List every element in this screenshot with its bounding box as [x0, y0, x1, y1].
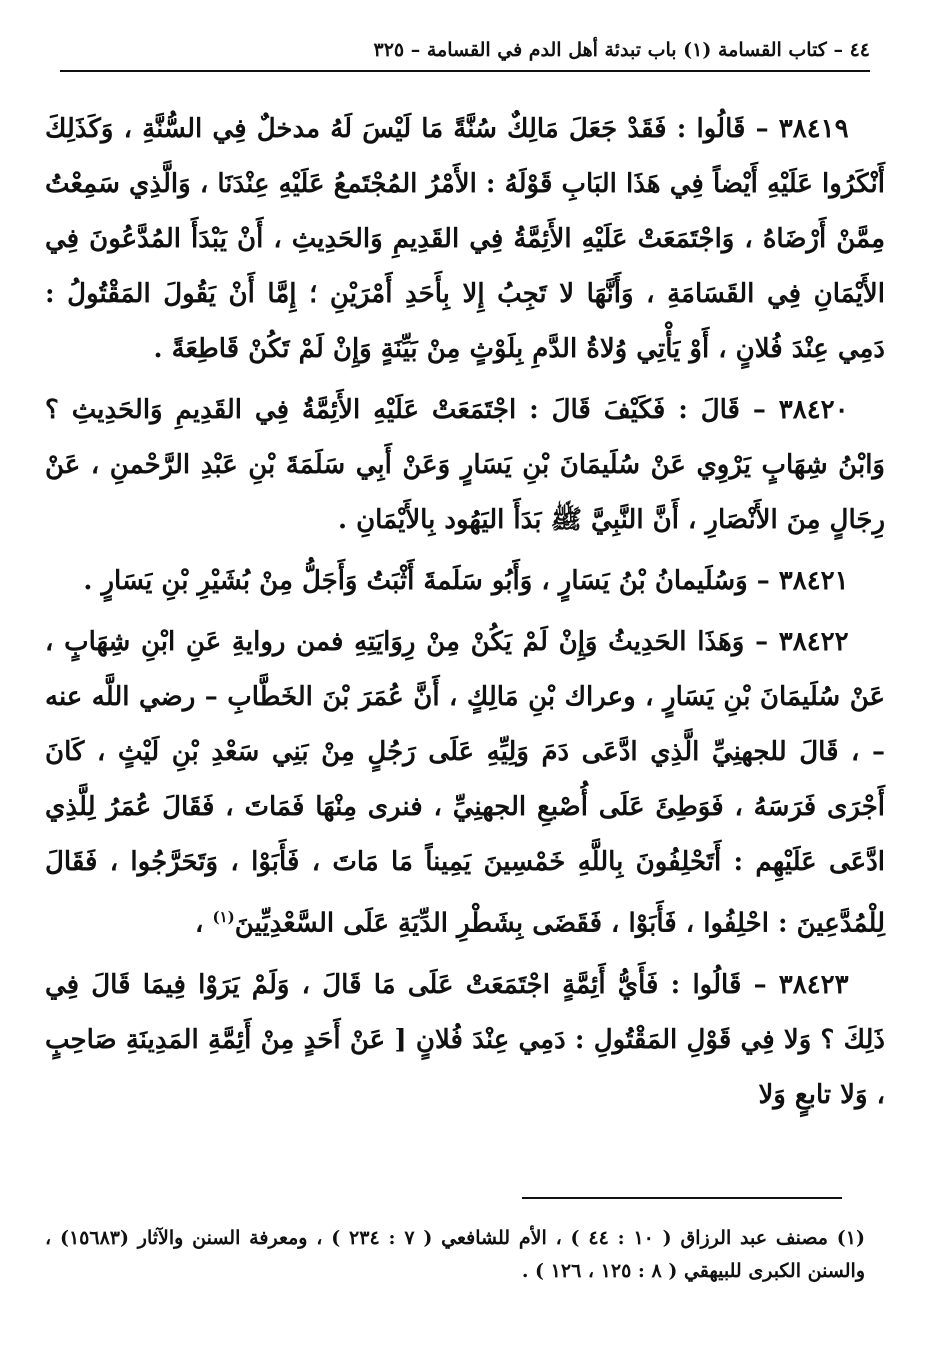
main-text: [45, 102, 885, 1129]
paragraph-number: ٣٨٤٢١: [778, 566, 849, 596]
paragraph-38419: [45, 102, 885, 377]
paragraph-number: ٣٨٤٢٠: [778, 395, 849, 425]
paragraph-text: – قَالُوا : فَقَدْ جَعَلَ مَالِكٌ سُنَّةً مَا لَيْسَ لَهُ مدخلٌ فِي السُّنَّةِ ، وَكَذَلِكَ أَنْكَرُوا عَلَيْهِ أَيْضاً فِي هَذَا البَابِ قَوْلَهُ : الأَمْرُ المُجْتَمعُ عَلَيْهِ عِنْدَنَا ، وَالَّذِي سَمِعْتُ مِمَّنْ أَرْضَاهُ ، وَاجْتَمَعَتْ عَلَيْهِ الأَئِمَّةُ فِي القَدِيمِ وَالحَدِيثِ ، أَنْ يَبْدَأَ المُدَّعُونَ فِي الأَيْمَانِ فِي القَسَامَةِ ، وَأَنَّهَا لا تَجِبُ إِلا بِأَحَدِ أَمْرَيْنِ ؛ إِمَّا أَنْ يَقُولَ المَقْتُولُ : دَمِي عِنْدَ فُلانٍ ، أَوْ يَأْتِي وُلاةُ الدَّمِ بِلَوْثٍ مِنْ بَيِّنَةٍ وَإِنْ لَمْ تَكُنْ قَاطِعَةً .: [45, 114, 885, 364]
paragraph-text: – قَالَ : فَكَيْفَ قَالَ : اجْتَمَعَتْ عَلَيْهِ الأَئِمَّةُ فِي القَدِيمِ وَالحَدِيثِ ؟ وَابْنُ شِهَابٍ يَرْوِي عَنْ سُلَيمَانَ بْنِ يَسَارٍ وَعَنْ أَبِي سَلَمَةَ بْنِ عَبْدِ الرَّحْمنِ ، عَنْ رِجَالٍ مِنَ الأَنْصَارِ ، أَنَّ النَّبِيَّ ﷺ بَدَأَ اليَهُود بِالأَيْمَانِ .: [45, 395, 885, 535]
footnote-separator: [522, 1197, 842, 1199]
paragraph-38421: [45, 554, 885, 609]
paragraph-tail: ،: [194, 908, 213, 939]
footnote: (١) مصنف عبد الرزاق ( ١٠ : ٤٤ ) ، الأم للشافعي ( ٧ : ٢٣٤ ) ، ومعرفة السنن والآثار (١٥٦٨٣) ، والسنن الكبرى للبيهقي ( ٨ : ١٢٥ ، ١٢٦ ) .: [45, 1227, 865, 1282]
paragraph-number: ٣٨٤١٩: [778, 114, 849, 144]
paragraph-number: ٣٨٤٢٢: [778, 627, 849, 657]
paragraph-38423: [45, 958, 885, 1123]
paragraph-number: ٣٨٤٢٣: [778, 969, 849, 1000]
footnote-reference: (١): [212, 908, 235, 926]
paragraph-38420: [45, 383, 885, 548]
paragraph-38422: [45, 615, 885, 952]
paragraph-text: – وَسُلَيمانُ بْنُ يَسَارٍ ، وَأَبُو سَلَمةَ أَثْبَتُ وَأَجَلُّ مِنْ بُشَيْرِ بْنِ يَسَارٍ .: [83, 566, 779, 596]
paragraph-text: – قَالُوا : فَأَيُّ أَئِمَّةٍ اجْتَمَعَتْ عَلَى مَا قَالَ ، وَلَمْ يَرَوْا فِيمَا قَالَ فِي ذَلِكَ ؟ وَلا فِي قَوْلِ المَقْتُولِ : دَمِي عِنْدَ فُلانٍ [ عَنْ أَحَدٍ مِنْ أَئِمَّةِ المَدِينَةِ صَاحِبٍ ، وَلا تابعٍ وَلا: [45, 969, 885, 1110]
paragraph-text: – وَهَذَا الحَدِيثُ وَإِنْ لَمْ يَكُنْ مِنْ رِوَايَتِهِ فمن روايةِ عَنِ ابْنِ شِهَابٍ ، عَنْ سُلَيمَانَ بْنِ يَسَارٍ ، وعراك بْنِ مَالِكٍ ، أَنَّ عُمَرَ بْنَ الخَطَّابِ – رضي اللَّه عنه – ، قَالَ للجهنِيِّ الَّذِي ادَّعَى دَمَ وَلِيِّهِ عَلَى رَجُلٍ مِنْ بَنِي سَعْدِ بْنِ لَيْثٍ ، كَانَ أَجْرَى فَرَسَهُ ، فَوَطِئَ عَلَى أُصْبعِ الجهنِيِّ ، فنرى مِنْهَا فَمَاتَ ، فَقَالَ عُمَرُ لِلَّذِي ادَّعَى عَلَيْهِم : أَتَحْلِفُونَ بِاللَّهِ خَمْسِينَ يَمِيناً مَا مَاتَ ، فَأَبَوْا ، وَتَحَرَّجُوا ، فَقَالَ لِلْمُدَّعِينَ : احْلِفُوا ، فَأَبَوْا ، فَقَضَى بِشَطْرِ الدِّيَةِ عَلَى السَّعْدِيِّينَ: [45, 627, 885, 939]
running-header: ٤٤ – كتاب القسامة (١) باب تبدئة أهل الدم في القسامة – ٣٢٥: [60, 30, 870, 72]
